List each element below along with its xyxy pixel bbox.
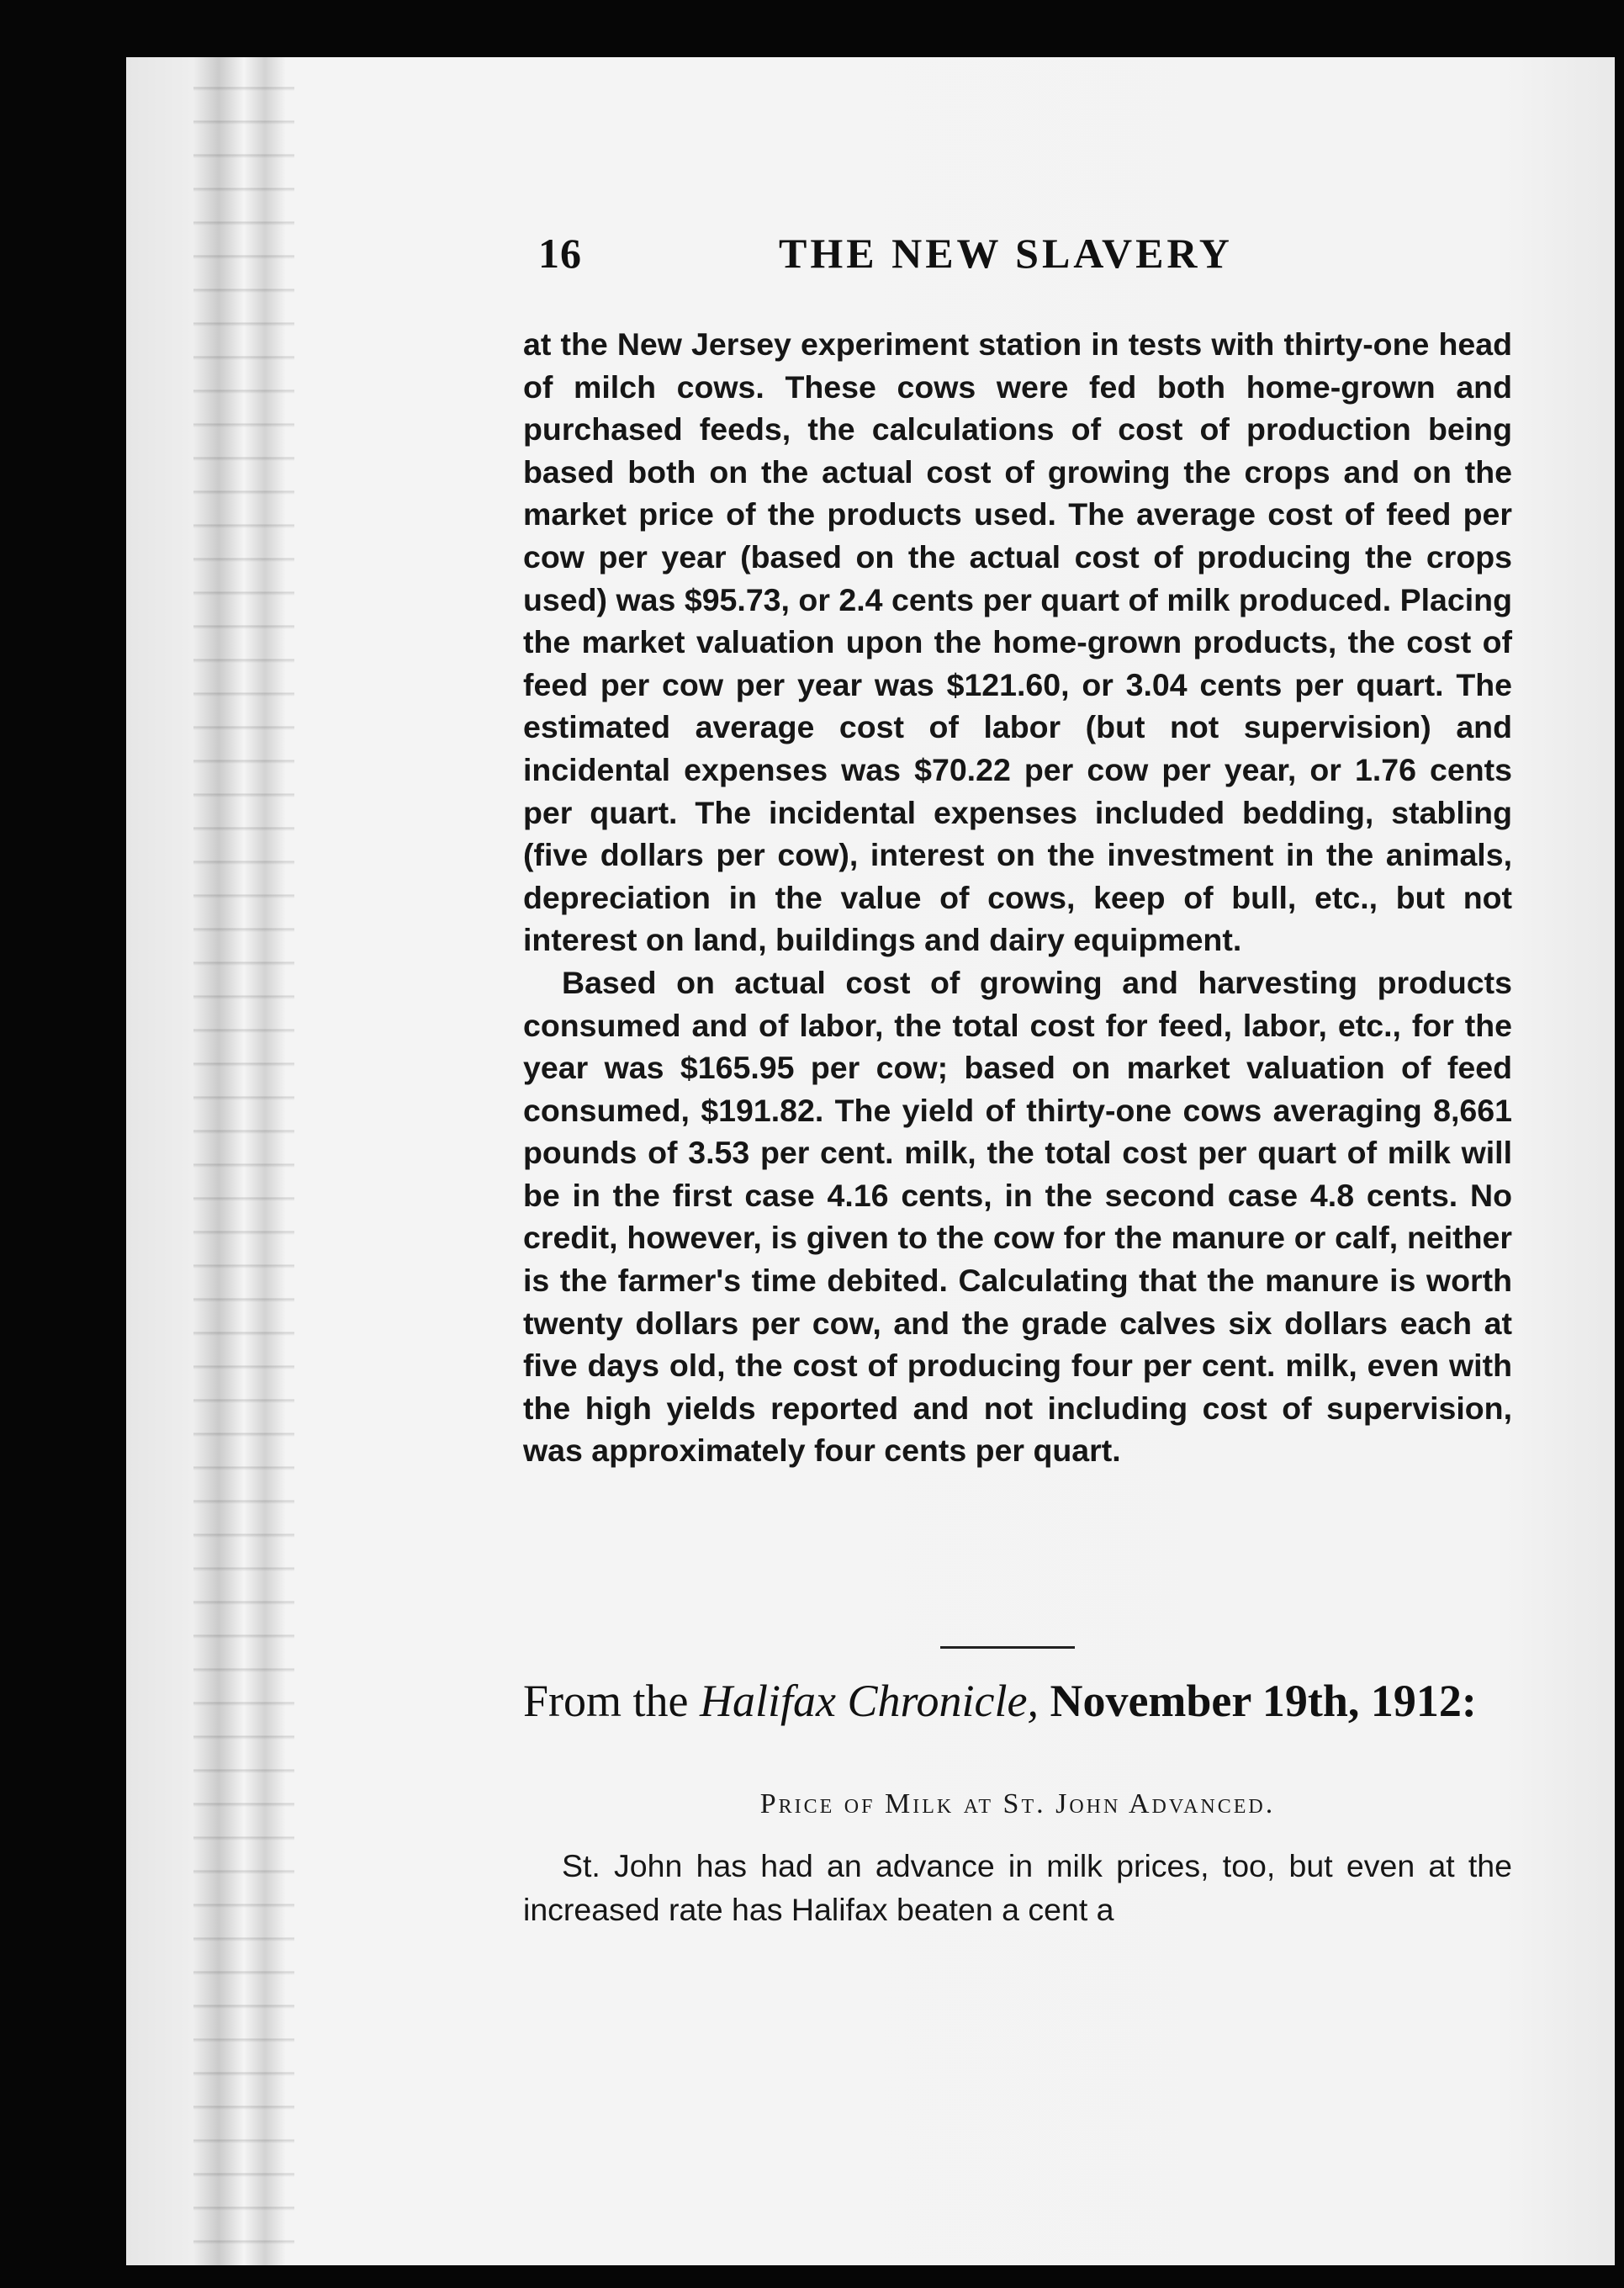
source-publication: Halifax Chronicle, (700, 1676, 1039, 1726)
clipping-headline: Price of Milk at St. John Advanced. (759, 1788, 1276, 1819)
article-body (523, 323, 1512, 1472)
source-citation (523, 1674, 1512, 1728)
clipping-first-lines: St. John has had an advance in milk prices, too, but even at the increased rate has Halifax beaten a cent a (523, 1848, 1512, 1927)
body-paragraph-2: Based on actual cost of growing and harvesting products consumed and of labor, the total cost for feed, labor, etc., for the year was $165.95 per cow; based on market valuation of feed consumed, $191.82. The yield of thirty-one cows averaging 8,661 pounds of 3.53 per cent. milk, the total cost per quart of milk will be in the first case 4.16 cents, in the second case 4.8 cents. No credit, however, is given to the cow for the manure or calf, neither is the farmer's time debited. Calculating that the manure is worth twenty dollars per cow, and the grade calves six dollars each at five days old, the cost of producing four per cent. milk, even with the high yields reported and not including cost of supervision, was approximately four cents per quart. (523, 964, 1512, 1469)
running-header (538, 229, 1624, 279)
page-number: 16 (538, 230, 582, 277)
section-divider (940, 1646, 1075, 1649)
source-date: November 19th, 1912: (1038, 1676, 1477, 1726)
running-title: THE NEW SLAVERY (779, 230, 1233, 277)
body-paragraph-1: at the New Jersey experiment station in tests with thirty-one head of milch cows. These cows were fed both home-grown and purchased feeds, the calculations of cost of production being based both on the actual cost of growing the crops and on the market price of the products used. The average cost of feed per cow per year (based on the actual cost of producing the crops used) was $95.73, or 2.4 cents per quart of milk produced. Placing the market valuation upon the home-grown products, the cost of feed per cow per year was $121.60, or 3.04 cents per quart. The estimated average cost of labor (but not supervision) and incidental expenses was $70.22 per cow per year, or 1.76 cents per quart. The incidental expenses included bedding, stabling (five dollars per cow), interest on the investment in the animals, depreciation in the value of cows, keep of bull, etc., but not interest on land, buildings and dairy equipment. (523, 326, 1512, 958)
source-prefix: From the (523, 1676, 700, 1726)
page-gutter-shadow (193, 57, 294, 2265)
